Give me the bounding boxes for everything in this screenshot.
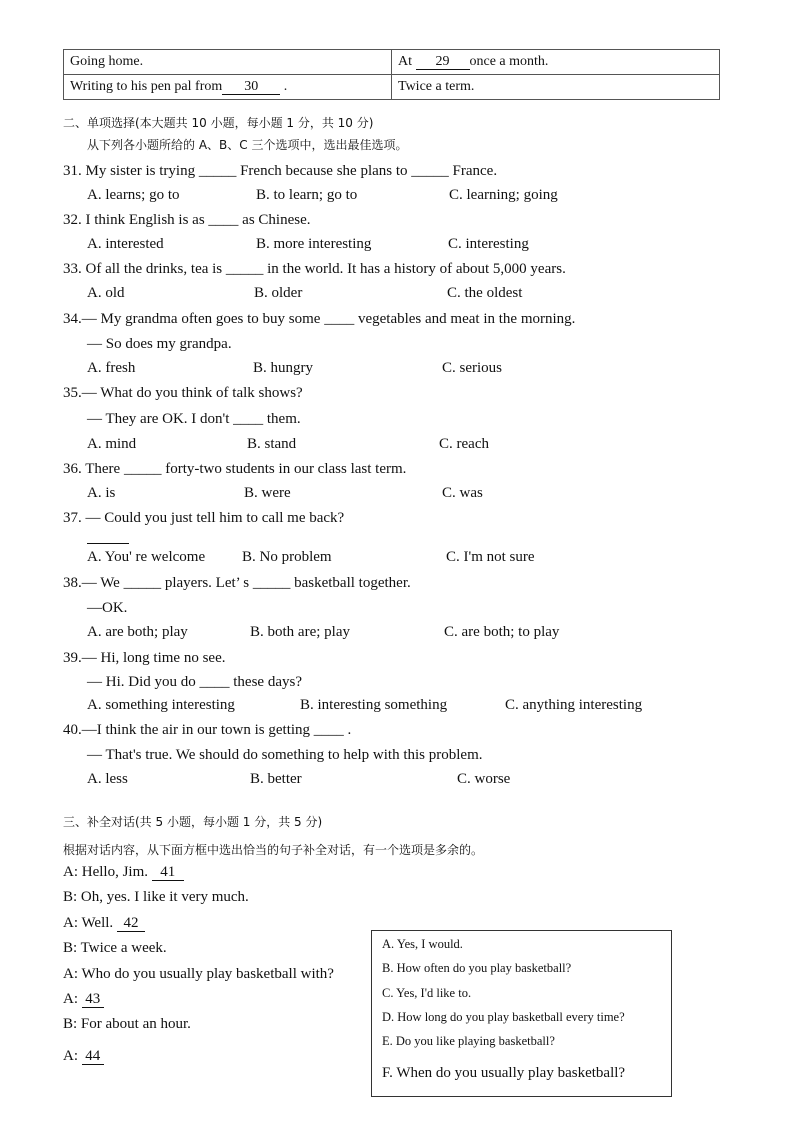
question-stem: 39.— Hi, long time no see. xyxy=(63,650,226,666)
option-b[interactable]: B. stand xyxy=(247,436,297,452)
option-item[interactable]: C. Yes, I'd like to. xyxy=(382,986,472,1000)
option-c[interactable]: C. was xyxy=(442,485,483,501)
table-cell xyxy=(392,75,720,100)
option-item[interactable]: E. Do you like playing basketball? xyxy=(382,1034,555,1048)
blank-30[interactable]: 30 xyxy=(222,80,280,95)
answer-table xyxy=(63,49,720,100)
dialogue-line: B: Twice a week. xyxy=(63,940,167,956)
dialogue-text: A: xyxy=(63,991,82,1007)
option-a[interactable]: A. less xyxy=(87,771,128,787)
question-stem: 34.— My grandma often goes to buy some ____ vegetables and meat in the morning. xyxy=(63,311,576,327)
blank-42[interactable]: 42 xyxy=(117,916,145,932)
question-reply: — So does my grandpa. xyxy=(87,336,232,352)
dialogue-line xyxy=(63,991,104,1008)
cell-text: Going home. xyxy=(70,54,144,69)
option-c[interactable]: C. serious xyxy=(442,360,502,376)
option-a[interactable]: A. something interesting xyxy=(87,697,235,713)
question-stem: 32. I think English is as ____ as Chinese. xyxy=(63,212,311,228)
option-b[interactable]: B. were xyxy=(244,485,291,501)
question-stem: 40.—I think the air in our town is getting ____ . xyxy=(63,722,352,738)
question-reply: —OK. xyxy=(87,600,128,616)
dialogue-line: B: Oh, yes. I like it very much. xyxy=(63,889,249,905)
option-b[interactable]: B. more interesting xyxy=(256,236,372,252)
dialogue-line xyxy=(63,915,145,932)
option-item[interactable]: B. How often do you play basketball? xyxy=(382,961,572,975)
option-c[interactable]: C. interesting xyxy=(448,236,529,252)
dialogue-line xyxy=(63,1048,104,1065)
dialogue-line xyxy=(63,864,184,881)
blank-43[interactable]: 43 xyxy=(82,992,104,1008)
table-cell xyxy=(64,50,392,75)
question-stem: 31. My sister is trying _____ French because she plans to _____ France. xyxy=(63,163,498,179)
blank-29[interactable]: 29 xyxy=(416,55,470,70)
section2-instruction: 从下列各小题所给的 A、B、C 三个选项中，选出最佳选项。 xyxy=(87,138,408,152)
option-c[interactable]: C. the oldest xyxy=(447,285,523,301)
option-b[interactable]: B. No problem xyxy=(242,549,332,565)
cell-text: once a month. xyxy=(469,54,549,69)
option-a[interactable]: A. You' re welcome xyxy=(87,549,206,565)
option-b[interactable]: B. interesting something xyxy=(300,697,448,713)
option-c[interactable]: C. worse xyxy=(457,771,511,787)
cell-text: Twice a term. xyxy=(398,79,475,94)
option-c[interactable]: C. reach xyxy=(439,436,489,452)
question-reply: — That's true. We should do something to help with this problem. xyxy=(87,747,483,763)
option-a[interactable]: A. fresh xyxy=(87,360,136,376)
dialogue-line: A: Who do you usually play basketball with? xyxy=(63,966,334,982)
options-box xyxy=(371,930,672,1097)
option-b[interactable]: B. better xyxy=(250,771,302,787)
question-stem: 35.— What do you think of talk shows? xyxy=(63,385,303,401)
option-a[interactable]: A. are both; play xyxy=(87,624,188,640)
dialogue-line: B: For about an hour. xyxy=(63,1016,191,1032)
section2-heading: 二、单项选择(本大题共 10 小题，每小题 1 分，共 10 分) xyxy=(63,116,374,130)
option-c[interactable]: C. learning; going xyxy=(449,187,558,203)
question-reply: — They are OK. I don't ____ them. xyxy=(87,411,301,427)
table-row xyxy=(64,75,720,100)
option-c[interactable]: C. I'm not sure xyxy=(446,549,535,565)
option-item[interactable]: D. How long do you play basketball every time? xyxy=(382,1010,625,1024)
table-cell xyxy=(64,75,392,100)
option-a[interactable]: A. learns; go to xyxy=(87,187,180,203)
option-b[interactable]: B. older xyxy=(254,285,303,301)
cell-text: Writing to his pen pal from xyxy=(70,79,223,94)
question-stem: 33. Of all the drinks, tea is _____ in the world. It has a history of about 5,000 years. xyxy=(63,261,566,277)
cell-text: At xyxy=(398,54,416,69)
answer-blank-line[interactable] xyxy=(87,543,129,544)
question-stem: 36. There _____ forty-two students in our class last term. xyxy=(63,461,407,477)
question-reply: — Hi. Did you do ____ these days? xyxy=(87,674,302,690)
option-c[interactable]: C. anything interesting xyxy=(505,697,643,713)
cell-text: . xyxy=(280,79,288,94)
option-a[interactable]: A. old xyxy=(87,285,125,301)
question-stem: 37. — Could you just tell him to call me back? xyxy=(63,510,345,526)
option-a[interactable]: A. is xyxy=(87,485,116,501)
blank-44[interactable]: 44 xyxy=(82,1049,104,1065)
dialogue-text: A: Hello, Jim. xyxy=(63,864,152,880)
option-a[interactable]: A. mind xyxy=(87,436,137,452)
option-item[interactable]: F. When do you usually play basketball? xyxy=(382,1065,626,1081)
blank-41[interactable]: 41 xyxy=(152,865,184,881)
section3-instruction: 根据对话内容，从下面方框中选出恰当的句子补全对话，有一个选项是多余的。 xyxy=(63,843,484,857)
table-row xyxy=(64,50,720,75)
option-b[interactable]: B. hungry xyxy=(253,360,313,376)
option-b[interactable]: B. to learn; go to xyxy=(256,187,358,203)
dialogue-text: A: Well. xyxy=(63,915,117,931)
dialogue-text: A: xyxy=(63,1048,82,1064)
option-b[interactable]: B. both are; play xyxy=(250,624,350,640)
section3-heading: 三、补全对话(共 5 小题，每小题 1 分，共 5 分) xyxy=(63,815,323,829)
option-a[interactable]: A. interested xyxy=(87,236,164,252)
question-stem: 38.— We _____ players. Let’ s _____ basketball together. xyxy=(63,575,411,591)
option-item[interactable]: A. Yes, I would. xyxy=(382,937,463,951)
option-c[interactable]: C. are both; to play xyxy=(444,624,560,640)
table-cell xyxy=(392,50,720,75)
